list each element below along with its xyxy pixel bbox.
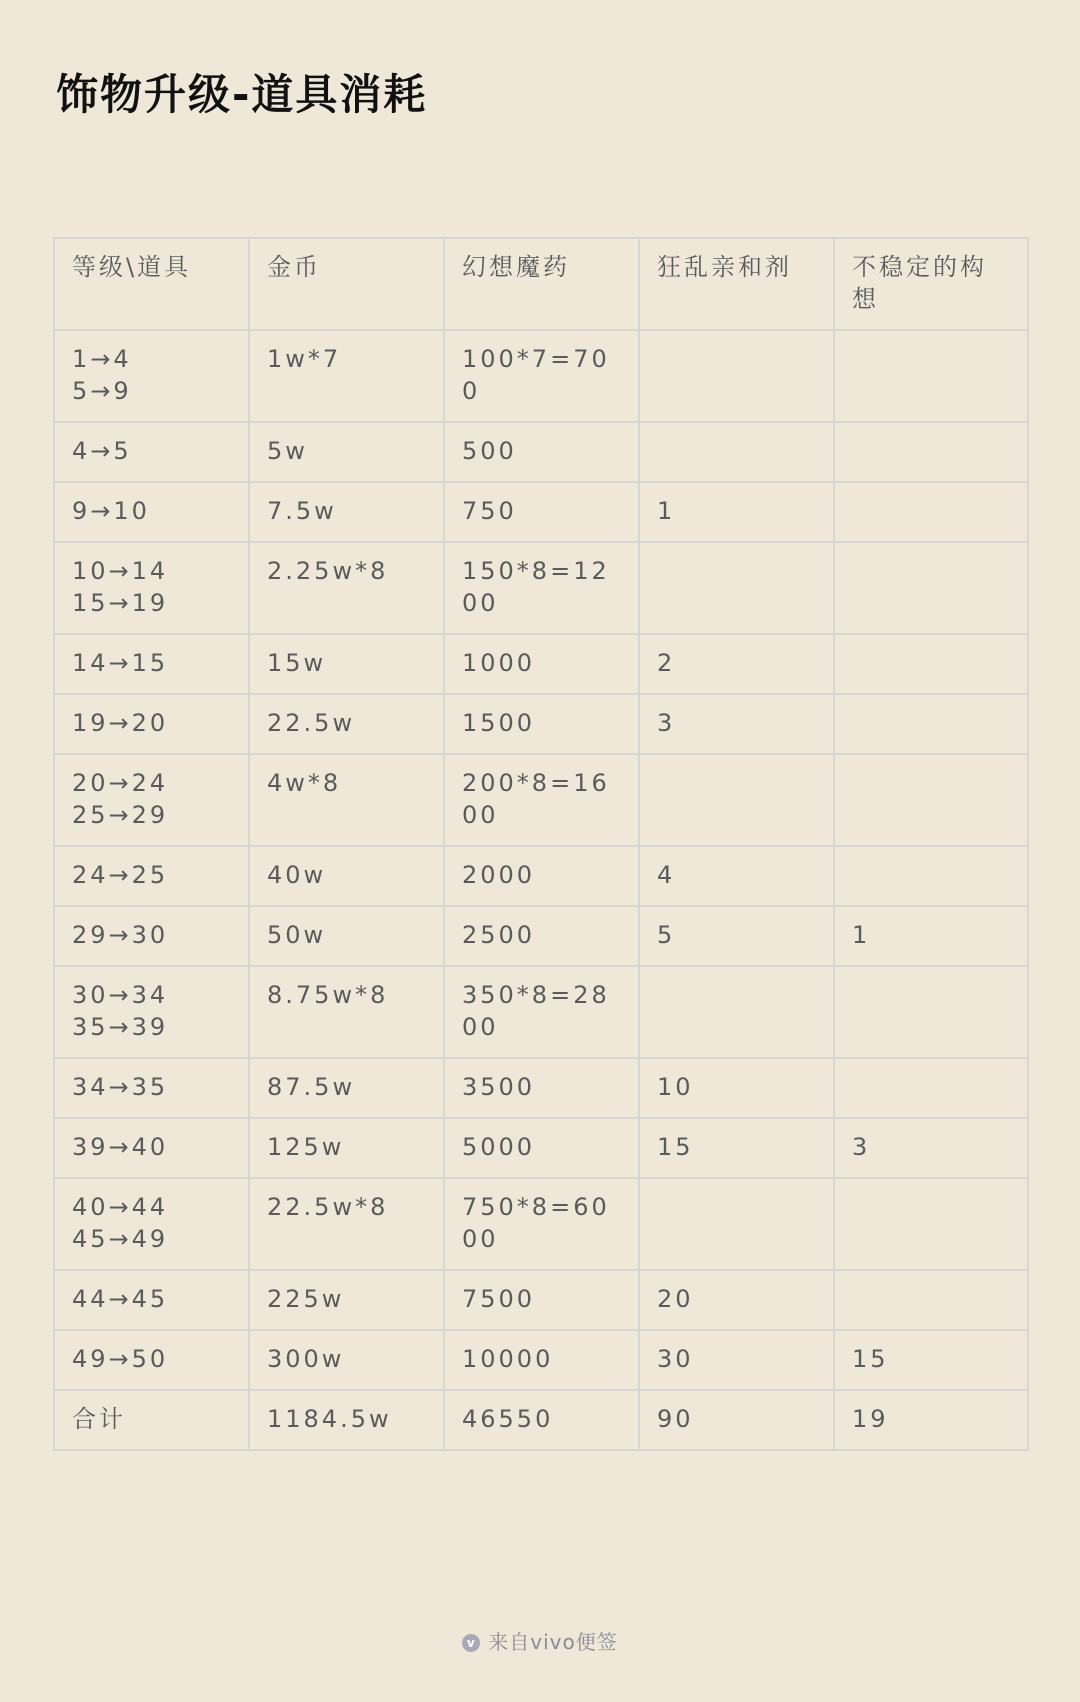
cell-gold: 2.25w*8 — [249, 542, 444, 634]
cell-gold: 22.5w*8 — [249, 1178, 444, 1270]
cell-unstable-idea: 3 — [834, 1118, 1028, 1178]
cell-unstable-idea — [834, 1178, 1028, 1270]
cell-level: 19→20 — [54, 694, 249, 754]
cell-gold: 87.5w — [249, 1058, 444, 1118]
table-row — [54, 482, 1028, 542]
cell-frenzy-affinity: 4 — [639, 846, 834, 906]
table-row — [54, 694, 1028, 754]
cell-frenzy-affinity: 15 — [639, 1118, 834, 1178]
cell-gold: 4w*8 — [249, 754, 444, 846]
cell-frenzy-affinity: 5 — [639, 906, 834, 966]
cell-unstable-idea — [834, 754, 1028, 846]
cell-fantasy-potion: 46550 — [444, 1390, 639, 1450]
cell-unstable-idea — [834, 634, 1028, 694]
cell-unstable-idea — [834, 1270, 1028, 1330]
cell-fantasy-potion: 150*8=1200 — [444, 542, 639, 634]
cell-frenzy-affinity: 10 — [639, 1058, 834, 1118]
table-row — [54, 542, 1028, 634]
upgrade-cost-table — [53, 237, 1029, 1451]
cell-frenzy-affinity — [639, 1178, 834, 1270]
cell-gold: 1184.5w — [249, 1390, 444, 1450]
cell-fantasy-potion: 200*8=1600 — [444, 754, 639, 846]
cell-level: 29→30 — [54, 906, 249, 966]
table-row — [54, 1118, 1028, 1178]
table-row — [54, 1178, 1028, 1270]
cell-gold: 7.5w — [249, 482, 444, 542]
cell-gold: 125w — [249, 1118, 444, 1178]
cell-frenzy-affinity — [639, 966, 834, 1058]
cell-gold: 5w — [249, 422, 444, 482]
table-row — [54, 1330, 1028, 1390]
table-row — [54, 754, 1028, 846]
vivo-logo-icon: v — [462, 1634, 480, 1652]
cell-fantasy-potion: 7500 — [444, 1270, 639, 1330]
cell-fantasy-potion: 750 — [444, 482, 639, 542]
header-frenzy-affinity: 狂乱亲和剂 — [639, 238, 834, 330]
table-body — [54, 330, 1028, 1450]
cell-level: 14→15 — [54, 634, 249, 694]
cell-fantasy-potion: 2500 — [444, 906, 639, 966]
cell-level: 34→35 — [54, 1058, 249, 1118]
cell-frenzy-affinity: 3 — [639, 694, 834, 754]
cell-frenzy-affinity: 20 — [639, 1270, 834, 1330]
table-row — [54, 846, 1028, 906]
table-row — [54, 330, 1028, 422]
footer-text: 来自vivo便签 — [488, 1630, 618, 1654]
cell-unstable-idea — [834, 422, 1028, 482]
cell-fantasy-potion: 10000 — [444, 1330, 639, 1390]
cell-level: 20→24 25→29 — [54, 754, 249, 846]
cell-level: 4→5 — [54, 422, 249, 482]
cell-frenzy-affinity — [639, 542, 834, 634]
table-row — [54, 422, 1028, 482]
cell-unstable-idea — [834, 542, 1028, 634]
table-row — [54, 1270, 1028, 1330]
table-row — [54, 1390, 1028, 1450]
cell-fantasy-potion: 1000 — [444, 634, 639, 694]
header-unstable-idea: 不稳定的构想 — [834, 238, 1028, 330]
cell-fantasy-potion: 350*8=2800 — [444, 966, 639, 1058]
table-row — [54, 966, 1028, 1058]
cell-gold: 300w — [249, 1330, 444, 1390]
cell-fantasy-potion: 100*7=700 — [444, 330, 639, 422]
table-row — [54, 634, 1028, 694]
cell-frenzy-affinity — [639, 422, 834, 482]
cell-level: 39→40 — [54, 1118, 249, 1178]
cell-fantasy-potion: 500 — [444, 422, 639, 482]
cell-level: 49→50 — [54, 1330, 249, 1390]
cell-fantasy-potion: 5000 — [444, 1118, 639, 1178]
cell-unstable-idea: 15 — [834, 1330, 1028, 1390]
cell-fantasy-potion: 2000 — [444, 846, 639, 906]
cell-gold: 8.75w*8 — [249, 966, 444, 1058]
cell-frenzy-affinity: 90 — [639, 1390, 834, 1450]
page-title: 饰物升级-道具消耗 — [56, 70, 428, 119]
cell-level: 24→25 — [54, 846, 249, 906]
cell-unstable-idea — [834, 482, 1028, 542]
cell-gold: 22.5w — [249, 694, 444, 754]
cell-frenzy-affinity: 2 — [639, 634, 834, 694]
cell-fantasy-potion: 3500 — [444, 1058, 639, 1118]
cell-fantasy-potion: 750*8=6000 — [444, 1178, 639, 1270]
cell-gold: 15w — [249, 634, 444, 694]
cell-unstable-idea — [834, 330, 1028, 422]
cell-unstable-idea — [834, 966, 1028, 1058]
table-row — [54, 1058, 1028, 1118]
cell-gold: 50w — [249, 906, 444, 966]
cell-unstable-idea — [834, 1058, 1028, 1118]
cell-gold: 40w — [249, 846, 444, 906]
cell-fantasy-potion: 1500 — [444, 694, 639, 754]
cell-level: 30→34 35→39 — [54, 966, 249, 1058]
cell-frenzy-affinity — [639, 754, 834, 846]
cell-level: 合计 — [54, 1390, 249, 1450]
cell-level: 10→14 15→19 — [54, 542, 249, 634]
cell-level: 1→4 5→9 — [54, 330, 249, 422]
cell-frenzy-affinity: 30 — [639, 1330, 834, 1390]
table-header-row — [54, 238, 1028, 330]
table-row — [54, 906, 1028, 966]
cell-unstable-idea — [834, 846, 1028, 906]
cell-frenzy-affinity: 1 — [639, 482, 834, 542]
cell-frenzy-affinity — [639, 330, 834, 422]
cell-unstable-idea: 19 — [834, 1390, 1028, 1450]
cell-unstable-idea: 1 — [834, 906, 1028, 966]
cell-level: 44→45 — [54, 1270, 249, 1330]
cell-level: 40→44 45→49 — [54, 1178, 249, 1270]
header-fantasy-potion: 幻想魔药 — [444, 238, 639, 330]
cell-unstable-idea — [834, 694, 1028, 754]
cell-gold: 225w — [249, 1270, 444, 1330]
cell-level: 9→10 — [54, 482, 249, 542]
cell-gold: 1w*7 — [249, 330, 444, 422]
header-level: 等级\道具 — [54, 238, 249, 330]
footer — [0, 1626, 1080, 1655]
header-gold: 金币 — [249, 238, 444, 330]
